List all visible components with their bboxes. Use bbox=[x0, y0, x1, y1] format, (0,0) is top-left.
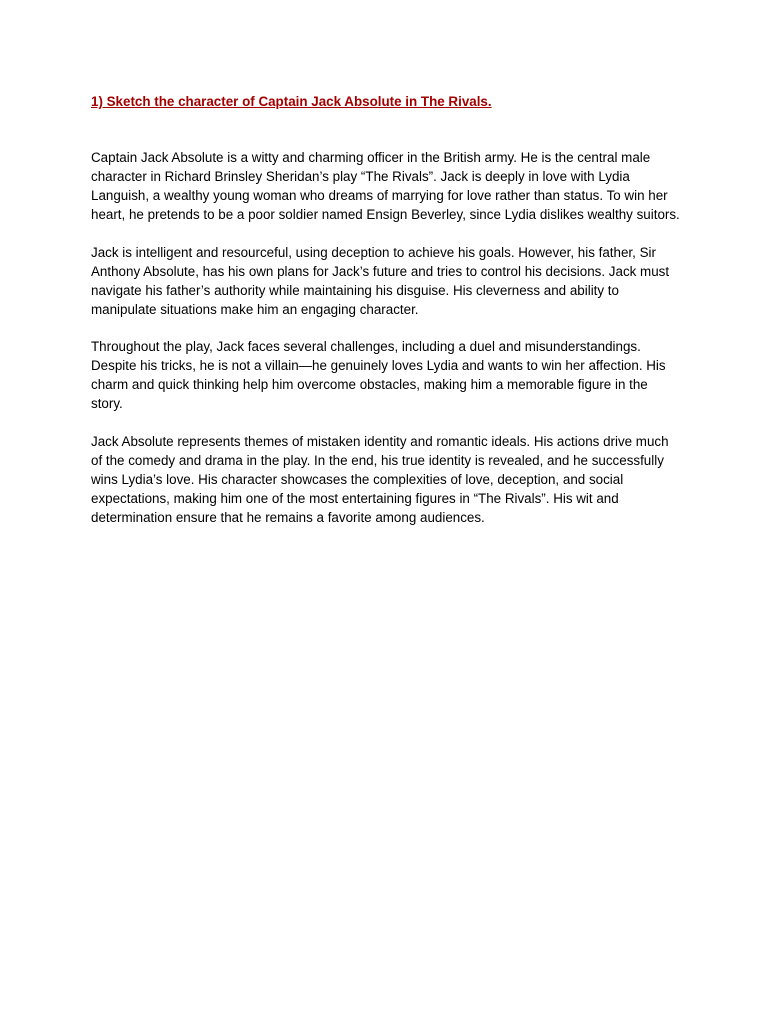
question-heading: 1) Sketch the character of Captain Jack Absolute in The Rivals. bbox=[91, 94, 492, 109]
paragraph-3: Throughout the play, Jack faces several challenges, including a duel and misunderstandings. Despite his tricks, he is not a villain—he genuinely loves Lydia and wants to win her affection. His charm and quick thinking help him overcome obstacles, making him a memorable figure in the story. bbox=[91, 339, 666, 411]
paragraph-2: Jack is intelligent and resourceful, using deception to achieve his goals. However, his father, Sir Anthony Absolute, has his own plans for Jack’s future and tries to control his decisions. Jack must navigate his father’s authority while maintaining his disguise. His cleverness and ability to manipulate situations make him an engaging character. bbox=[91, 244, 670, 317]
answer-body bbox=[91, 148, 681, 527]
document-content bbox=[91, 92, 681, 545]
paragraph-1: Captain Jack Absolute is a witty and charming officer in the British army. He is the central male character in Richard Brinsley Sheridan’s play “The Rivals”. Jack is deeply in love with Lydia Languish, a wealthy young woman who dreams of marrying for love rather than status. To win her heart, he pretends to be a poor soldier named Ensign Beverley, since Lydia dislikes wealthy suitors. bbox=[91, 150, 680, 222]
paragraph-4: Jack Absolute represents themes of mistaken identity and romantic ideals. His actions drive much of the comedy and drama in the play. In the end, his true identity is revealed, and he successfully wins Lydia’s love. His character showcases the complexities of love, deception, and social expectations, making him one of the most entertaining figures in “The Rivals”. His wit and determination ensure that he remains a favorite among audiences. bbox=[91, 433, 669, 525]
